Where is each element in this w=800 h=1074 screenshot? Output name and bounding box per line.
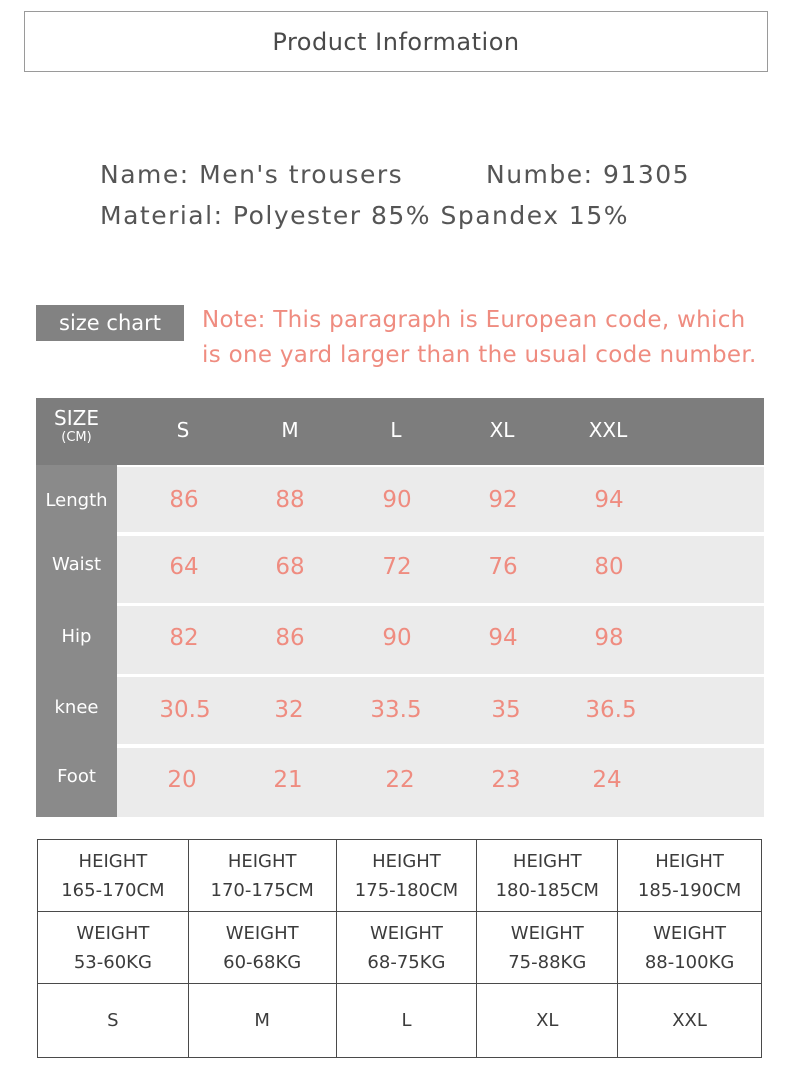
height-cell: HEIGHT 165-170CM (38, 840, 189, 912)
table-cell: 90 (382, 487, 412, 513)
table-cell: 23 (491, 767, 521, 793)
size-note: Note: This paragraph is European code, which is one yard larger than the usual code number. (202, 307, 757, 368)
row-label-waist: Waist (51, 554, 102, 575)
size-cell: XXL (618, 984, 762, 1058)
size-cell: M (188, 984, 336, 1058)
weight-cell: WEIGHT 68-75KG (336, 912, 477, 984)
size-header-cell (36, 406, 117, 446)
table-cell: 98 (594, 625, 624, 651)
height-cell: HEIGHT 170-175CM (188, 840, 336, 912)
page-title: Product Information (24, 11, 768, 72)
table-cell: 86 (275, 625, 305, 651)
size-cell: L (336, 984, 477, 1058)
table-cell: 36.5 (585, 697, 637, 723)
size-row (38, 984, 762, 1058)
size-header-m: M (281, 418, 299, 442)
row-label-foot: Foot (57, 766, 96, 787)
table-cell: 82 (169, 625, 199, 651)
size-header-label: SIZE (54, 406, 99, 430)
table-cell: 94 (488, 625, 518, 651)
table-cell: 68 (275, 554, 305, 580)
row-label-hip: Hip (61, 626, 92, 647)
table-cell: 64 (169, 554, 199, 580)
height-weight-table (37, 839, 762, 1058)
weight-row (38, 912, 762, 984)
size-header-xxl: XXL (588, 418, 628, 442)
weight-cell: WEIGHT 60-68KG (188, 912, 336, 984)
table-cell: 92 (488, 487, 518, 513)
table-cell: 90 (382, 625, 412, 651)
size-chart-label: size chart (36, 305, 184, 341)
table-cell: 30.5 (159, 697, 211, 723)
product-material: Material: Polyester 85% Spandex 15% (100, 201, 630, 230)
size-cell: S (38, 984, 189, 1058)
table-cell: 72 (382, 554, 412, 580)
table-cell: 32 (274, 697, 304, 723)
table-cell: 33.5 (370, 697, 422, 723)
size-header-unit: (CM) (61, 430, 92, 445)
weight-cell: WEIGHT 53-60KG (38, 912, 189, 984)
row-label-knee: knee (54, 697, 99, 718)
table-cell: 21 (273, 767, 303, 793)
table-cell: 86 (169, 487, 199, 513)
height-cell: HEIGHT 185-190CM (618, 840, 762, 912)
size-cell: XL (477, 984, 618, 1058)
row-label-length: Length (45, 490, 108, 511)
product-number: Numbe: 91305 (486, 160, 691, 189)
size-header-xl: XL (489, 418, 515, 442)
size-header-s: S (176, 418, 190, 442)
size-header-l: L (390, 418, 402, 442)
height-cell: HEIGHT 175-180CM (336, 840, 477, 912)
table-cell: 24 (592, 767, 622, 793)
table-cell: 80 (594, 554, 624, 580)
table-cell: 20 (167, 767, 197, 793)
table-cell: 94 (594, 487, 624, 513)
table-cell: 22 (385, 767, 415, 793)
product-name: Name: Men's trousers (100, 160, 404, 189)
table-cell: 35 (491, 697, 521, 723)
table-cell: 76 (488, 554, 518, 580)
height-row (38, 840, 762, 912)
weight-cell: WEIGHT 88-100KG (618, 912, 762, 984)
table-cell: 88 (275, 487, 305, 513)
height-cell: HEIGHT 180-185CM (477, 840, 618, 912)
weight-cell: WEIGHT 75-88KG (477, 912, 618, 984)
